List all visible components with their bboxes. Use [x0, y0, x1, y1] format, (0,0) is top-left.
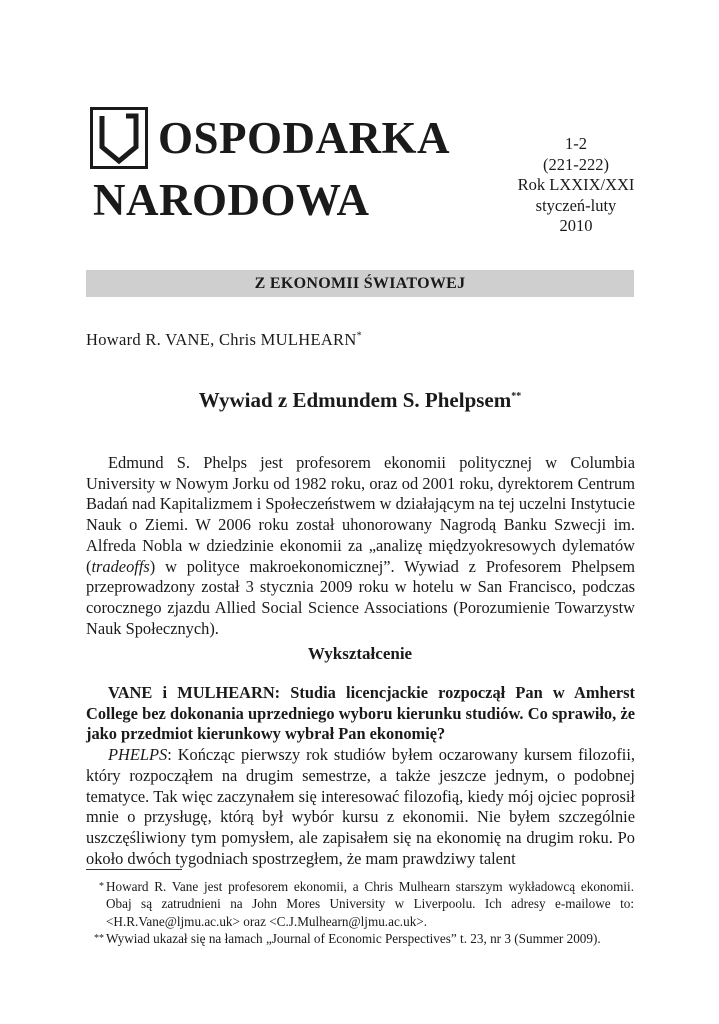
footnote-2-text: Wywiad ukazał się na łamach „Journal of Economic Perspectives” t. 23, nr 3 (Summer 2009). [106, 931, 601, 947]
issue-year-number: 2010 [559, 216, 593, 235]
issue-total: (221-222) [543, 154, 609, 174]
authors-footnote-mark: * [356, 330, 362, 342]
section-header: Z EKONOMII ŚWIATOWEJ [86, 270, 634, 297]
footnotes [86, 878, 634, 948]
footnote-1-mark: * [99, 881, 104, 892]
article-title-text: Wywiad z Edmundem S. Phelpsem [198, 388, 512, 412]
interview-answer [86, 745, 635, 869]
journal-title-line2: NARODOWA [93, 175, 370, 225]
issue-number: 1-2 [565, 134, 587, 153]
article-title-footnote-mark: ** [511, 391, 522, 402]
authors-names: Howard R. VANE, Chris MULHEARN [86, 330, 357, 349]
interview-block [86, 683, 635, 869]
intro-text-italic: tradeoffs [91, 556, 150, 576]
intro-text-part2: ) w polityce makroekonomicznej”. Wywiad z Profesorem Phelpsem przeprowadzony został 3 stycznia 2009 roku w hotelu w San Francisco, podczas corocznego zjazdu Allied Social Science Associations (Porozumienie Towarzystw Nauk Społecznych). [86, 556, 635, 638]
footnote-1 [86, 878, 634, 930]
footnote-2 [86, 930, 634, 947]
issue-months: styczeń-luty [535, 195, 617, 215]
journal-title-line1: OSPODARKA [158, 113, 451, 163]
footnote-1-text: Howard R. Vane jest profesorem ekonomii, a Chris Mulhearn starszym wykładowcą ekonomii. Obaj są zatrudnieni na John Mores University w Liverpoolu. Ich adresy e-mailowe to: <H.R.Vane@ljmu.ac.uk> oraz <C.J.Mulhearn@ljmu.ac.uk>. [106, 879, 634, 929]
answer-text: : Kończąc pierwszy rok studiów byłem oczarowany kursem filozofii, który rozpocząłem na drugim semestrze, a także jeszcze jednym, o podobnej tematyce. Tak więc zaczynałem się interesować filozofią, kiedy mój ojciec poprosił mnie o przysługę, którą był wybór kursu z ekonomii. Nie byłem szczególnie uszczęśliwiony tym pomysłem, ale zapisałem się na ekonomię na drugim roku. Po około dwóch tygodniach spostrzegłem, że mam prawdziwy talent [86, 745, 635, 868]
intro-text-part1: Edmund S. Phelps jest profesorem ekonomii politycznej w Columbia University w Nowym Jorku od 1982 roku, oraz od 2001 roku, dyrektorem Centrum Badań nad Kapitalizmem i Społeczeństwem w działającym na tej uczelni Instytucie Nauk o Ziemi. W 2006 roku został uhonorowany Nagrodą Banku Szwecji im. Alfreda Nobla w dziedzinie ekonomii za „analizę międzyokresowych dylematów ( [86, 453, 635, 576]
answer-speaker: PHELPS [108, 745, 168, 765]
footnote-2-mark: ** [94, 933, 104, 945]
interview-question: VANE i MULHEARN: Studia licencjackie rozpoczął Pan w Amherst College bez dokonania uprzedniego wyboru kierunku studiów. Co sprawiło, że jako przedmiot kierunkowy wybrał Pan ekonomię? [86, 683, 635, 744]
intro-paragraph [86, 453, 635, 639]
authors-line [86, 330, 362, 350]
article-title [86, 388, 634, 413]
subheading: Wykształcenie [307, 644, 413, 663]
journal-logo-g-icon [90, 107, 148, 169]
issue-info [506, 134, 646, 237]
issue-year: Rok LXXIX/XXI [517, 175, 635, 194]
footnote-divider [86, 869, 182, 870]
